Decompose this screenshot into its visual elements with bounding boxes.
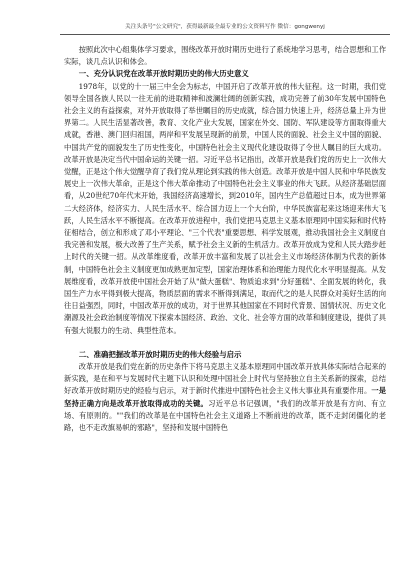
header-divider <box>60 34 390 35</box>
section-2-emphasis: 一是坚持正确方向是改革开放取得成功的关键。 <box>64 386 386 408</box>
section-2-text-b: 习近平总书记强调，"我们的改革开放是有方向、有立场、有原则的。""我们的改革是在中国特色社会主义道路上不断前进的改革，既不走封闭僵化的老路，也不走改旗易帜的邪路"，坚持和发展中国特色 <box>64 398 386 433</box>
page-header: 关注头条号"公文研究"，获得最新最全最专业的公文资料写作 微信：gongwenyj <box>125 24 325 30</box>
intro-paragraph: 按照此次中心组集体学习要求，围绕改革开放时期历史进行了系统地学习思考，结合思想和工作实际，谈几点认识和体会。 <box>64 45 386 67</box>
section-2-text-a: 改革开放是我们党在新的历史条件下将马克思主义基本原理同中国改革开放具体实际结合起来的新实践，是在和平与发展时代主题下认识和处理中国社会上时代与坚持独立自主关系新的探索，总结好改革开放时期历史的经验与启示，对于新时代推进中国特色社会主义伟大事业具有重要作用。 <box>64 362 386 396</box>
section-1-paragraph: 1978年，以党的十一届三中全会为标志，中国开启了改革开放的伟大征程。这一时期，我们党领导全国各族人民以一往无前的进取精神和波澜壮阔的创新实践，成功完善了前30年发展中国特色社会主义的有益探索，对外开放取得了举世瞩目的历史成就，综合国力快速上升，经济总量上升为世界第二。人民生活显著改善，教育、文化产业大发展，国家在外交、国防、军队建设等方面取得重大成就，香港、澳门回归祖国，两岸和平发展呈现新的前景，中国人民的面貌、社会主义中国的面貌、中国共产党的面貌发生了历史性变化，中国特色社会主义现代化建设取得了令世人瞩目的巨大成功。改革开放是决定当代中国命运的关键一招。习近平总书记指出，改革开放是我们党的历史上一次伟大觉醒，正是这个伟大觉醒孕育了我们党从理论到实践的伟大创造。改革开放是中国人民和中华民族发展史上一次伟大革命，正是这个伟大革命推动了中国特色社会主义事业的伟大飞跃。从经济基础层面看，从20世纪70年代末开始，我国经济高速增长，到2010年，国内生产总值超过日本，成为世界第二大经济体，经济实力、人民生活水平、综合国力迈上一个大台阶，中华民族富起来这场迎来伟大飞跃，人民生活水平不断提高。在改革开放进程中，我们党把马克思主义基本原理同中国实际和时代特征相结合，创立和形成了邓小平理论、"三个代表"重要思想、科学发展观，推动我国社会主义制度自我完善和发展，极大改善了生产关系，赋予社会主义新的生机活力。改革开放成为党和人民大踏步赶上时代的关键一招。从改革维度看，改革开放丰富和发展了以社会主义市场经济体制为代表的新体制，中国特色社会主义制度更加成熟更加定型，国家治理体系和治理能力现代化水平明显提高。从发展维度看，改革开放使中国社会开始了从"做大蛋糕"、物质追求到"分好蛋糕"、全面发展的转化，我国生产力水平得到极大提高，物质层面的需求不断得到满足，取而代之的是人民群众对美好生活的向往日益强烈，同时，中国改革开放的成功，对于世界其他国家在不同时代背景、国情状况、历史文化潮源及社会政治制度等情况下探索本国经济、政治、文化、社会等方面的改革和制度建设，提供了具有强大说服力的生动、典型性范本。 <box>64 81 386 335</box>
section-2-heading: 二、准确把握改革开放时期历史的伟大经验与启示 <box>78 349 242 359</box>
section-2-paragraph <box>64 361 386 434</box>
section-1-heading: 一、充分认识党在改革开放时期历史的伟大历史意义 <box>78 69 249 79</box>
document-body <box>64 44 386 574</box>
